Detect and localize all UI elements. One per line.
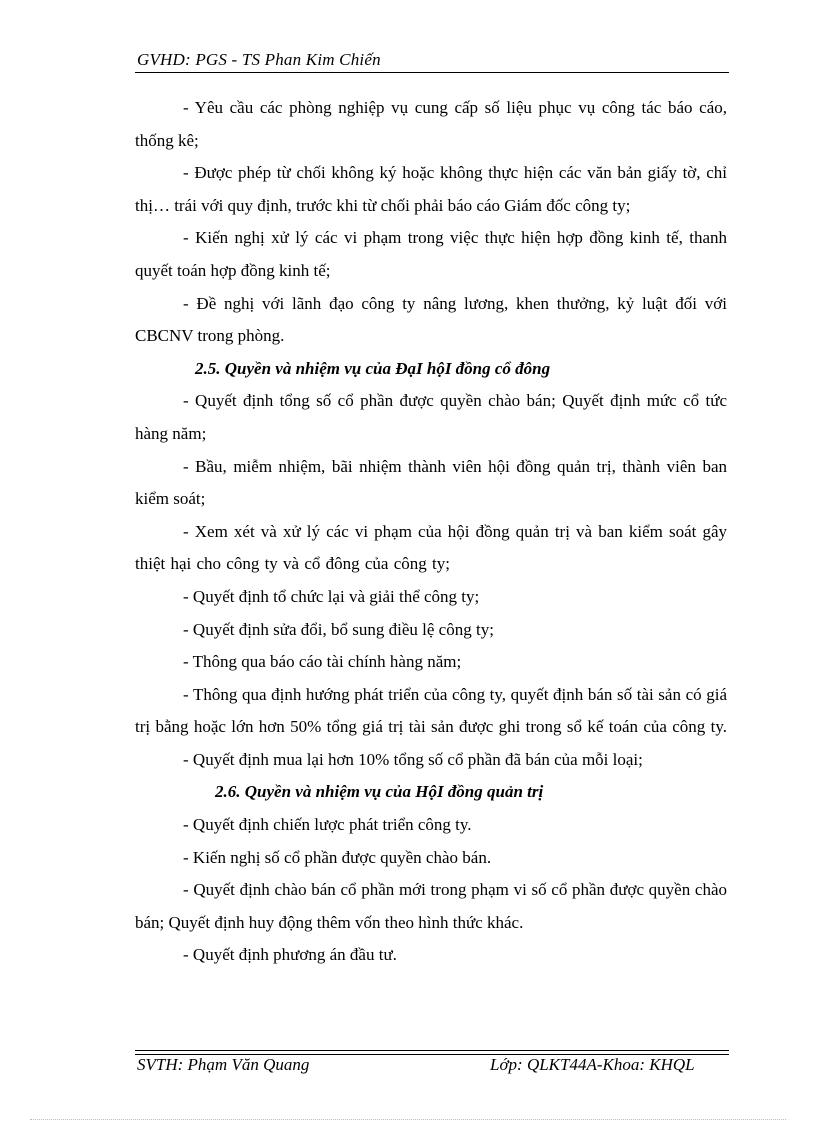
footer-class: Lớp: QLKT44A-Khoa: KHQL <box>490 1055 695 1074</box>
paragraph-development-direction: - Thông qua định hướng phát triển của công ty, quyết định bán số tài sản có giá trị bằng hoặc lớn hơn 50% tổng giá trị tài sản được ghi trong sổ kế toán của công ty. <box>135 684 727 737</box>
paragraph-refuse-signing: - Được phép từ chối không ký hoặc không thực hiện các văn bản giấy tờ, chỉ thị… trái với quy định, trước khi từ chối phải báo cáo Giám đốc công ty; <box>135 163 727 215</box>
paragraph-propose-shares: - Kiến nghị số cổ phần được quyền chào bán. <box>183 847 492 867</box>
paragraph-review-violations: - Xem xét và xử lý các vi phạm của hội đồng quản trị và ban kiểm soát gây thiệt hại cho công ty và cổ đông của công ty; <box>135 521 727 574</box>
section-heading-shareholders: 2.5. Quyền và nhiệm vụ của ĐạI hộI đồng cổ đông <box>195 358 551 378</box>
paragraph-handle-violations: - Kiến nghị xử lý các vi phạm trong việc thực hiện hợp đồng kinh tế, thanh quyết toán hợp đồng kinh tế; <box>135 228 727 280</box>
header-divider <box>135 72 729 73</box>
paragraph-propose-rewards: - Đề nghị với lãnh đạo công ty nâng lương, khen thưởng, kỷ luật đối với CBCNV trong phòng. <box>135 293 727 346</box>
paragraph-share-decision: - Quyết định tổng số cổ phần được quyền chào bán; Quyết định mức cổ tức hàng năm; <box>135 391 727 443</box>
footer-divider-top <box>135 1050 729 1051</box>
paragraph-elect-board: - Bầu, miễm nhiệm, bãi nhiệm thành viên hội đồng quản trị, thành viên ban kiểm soát; <box>135 456 727 509</box>
paragraph-report-request: - Yêu cầu các phòng nghiệp vụ cung cấp số liệu phục vụ công tác báo cáo, thống kê; <box>135 98 727 150</box>
paragraph-reorganize: - Quyết định tổ chức lại và giải thể công ty; <box>183 586 480 606</box>
page-bottom-edge <box>30 1119 786 1120</box>
paragraph-offer-shares: - Quyết định chào bán cổ phần mới trong phạm vi số cổ phần được quyền chào bán; Quyết định huy động thêm vốn theo hình thức khác. <box>135 880 727 932</box>
paragraph-financial-report: - Thông qua báo cáo tài chính hàng năm; <box>183 652 462 672</box>
paragraph-strategy: - Quyết định chiến lược phát triển công ty. <box>183 815 472 835</box>
paragraph-buyback: - Quyết định mua lại hơn 10% tổng số cổ phần đã bán của mỗi loại; <box>183 749 643 769</box>
document-body <box>135 92 727 972</box>
section-heading-board: 2.6. Quyền và nhiệm vụ của HộI đồng quản trị <box>215 782 544 802</box>
paragraph-amend-charter: - Quyết định sửa đổi, bổ sung điều lệ công ty; <box>183 619 494 639</box>
paragraph-investment-plan: - Quyết định phương án đầu tư. <box>183 945 397 965</box>
footer-student: SVTH: Phạm Văn Quang <box>137 1055 310 1074</box>
page-header: GVHD: PGS - TS Phan Kim Chiến <box>137 50 381 69</box>
